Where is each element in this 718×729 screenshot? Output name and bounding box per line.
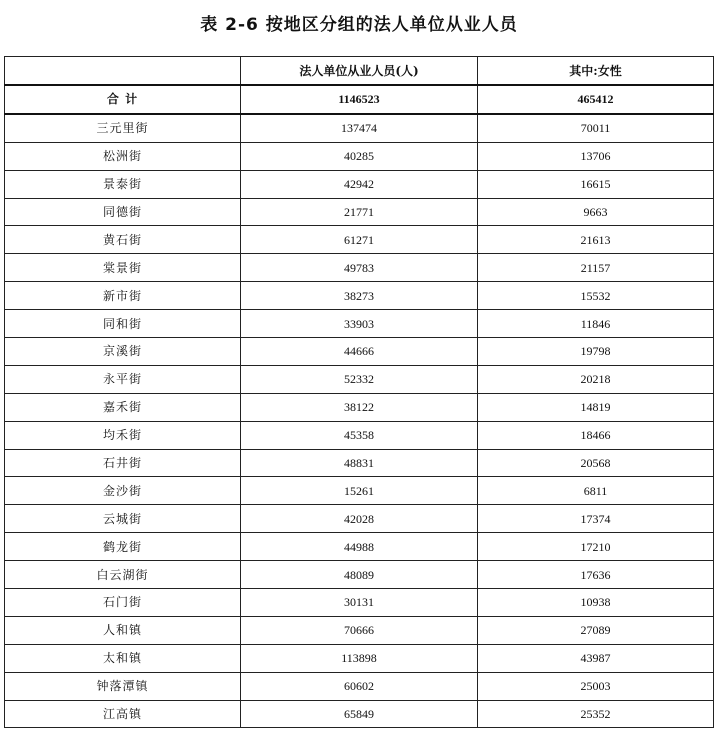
female-cell: 13706 [478,142,714,170]
female-cell: 25003 [478,672,714,700]
table-row [5,338,714,366]
table-row [5,700,714,728]
female-cell: 16615 [478,170,714,198]
female-cell: 21157 [478,254,714,282]
table-row [5,226,714,254]
district-name-cell: 均禾街 [5,421,241,449]
employees-cell: 65849 [241,700,478,728]
total-row [5,85,714,114]
employees-cell: 15261 [241,477,478,505]
employees-cell: 45358 [241,421,478,449]
total-label: 合 计 [5,85,241,114]
data-table-container [4,56,713,728]
district-name-cell: 新市街 [5,282,241,310]
female-cell: 70011 [478,114,714,142]
employees-cell: 60602 [241,672,478,700]
employees-cell: 38122 [241,393,478,421]
employees-cell: 38273 [241,282,478,310]
female-cell: 20218 [478,365,714,393]
district-name-cell: 太和镇 [5,644,241,672]
employees-cell: 48831 [241,449,478,477]
female-cell: 43987 [478,644,714,672]
female-cell: 20568 [478,449,714,477]
district-name-cell: 石门街 [5,589,241,617]
female-cell: 9663 [478,198,714,226]
employees-cell: 42028 [241,505,478,533]
employees-cell: 44666 [241,338,478,366]
district-name-cell: 同德街 [5,198,241,226]
table-row [5,254,714,282]
table-row [5,170,714,198]
employees-cell: 21771 [241,198,478,226]
female-cell: 10938 [478,589,714,617]
table-row [5,449,714,477]
district-name-cell: 石井街 [5,449,241,477]
table-header-row [5,57,714,86]
district-name-cell: 钟落潭镇 [5,672,241,700]
page-title: 表 2-6 按地区分组的法人单位从业人员 [200,15,518,35]
table-row [5,421,714,449]
employees-cell: 42942 [241,170,478,198]
table-row [5,393,714,421]
employees-cell: 30131 [241,589,478,617]
table-row [5,477,714,505]
district-name-cell: 永平街 [5,365,241,393]
table-row [5,114,714,142]
table-row [5,505,714,533]
table-row [5,589,714,617]
table-row [5,644,714,672]
district-name-cell: 三元里街 [5,114,241,142]
employees-cell: 33903 [241,310,478,338]
district-name-cell: 棠景街 [5,254,241,282]
female-cell: 27089 [478,616,714,644]
district-name-cell: 黄石街 [5,226,241,254]
district-name-cell: 鹤龙街 [5,533,241,561]
female-cell: 15532 [478,282,714,310]
employees-cell: 49783 [241,254,478,282]
district-name-cell: 同和街 [5,310,241,338]
female-cell: 21613 [478,226,714,254]
employees-cell: 61271 [241,226,478,254]
header-employees: 法人单位从业人员(人) [241,57,478,86]
district-name-cell: 金沙街 [5,477,241,505]
header-female: 其中:女性 [478,57,714,86]
district-name-cell: 景泰街 [5,170,241,198]
employees-cell: 113898 [241,644,478,672]
district-name-cell: 白云湖街 [5,561,241,589]
table-row [5,282,714,310]
female-cell: 18466 [478,421,714,449]
employees-cell: 44988 [241,533,478,561]
employees-cell: 70666 [241,616,478,644]
female-cell: 19798 [478,338,714,366]
employees-cell: 52332 [241,365,478,393]
table-row [5,533,714,561]
district-name-cell: 嘉禾街 [5,393,241,421]
female-cell: 6811 [478,477,714,505]
female-cell: 25352 [478,700,714,728]
female-cell: 17636 [478,561,714,589]
table-row [5,616,714,644]
table-row [5,142,714,170]
district-name-cell: 松洲街 [5,142,241,170]
district-name-cell: 江高镇 [5,700,241,728]
table-row [5,310,714,338]
employees-cell: 48089 [241,561,478,589]
total-female: 465412 [478,85,714,114]
table-row [5,198,714,226]
header-district [5,57,241,86]
table-row [5,672,714,700]
district-name-cell: 人和镇 [5,616,241,644]
employees-cell: 40285 [241,142,478,170]
female-cell: 14819 [478,393,714,421]
female-cell: 11846 [478,310,714,338]
female-cell: 17210 [478,533,714,561]
district-name-cell: 京溪街 [5,338,241,366]
table-row [5,365,714,393]
employees-by-district-table [4,56,714,728]
total-employees: 1146523 [241,85,478,114]
table-row [5,561,714,589]
female-cell: 17374 [478,505,714,533]
district-name-cell: 云城街 [5,505,241,533]
employees-cell: 137474 [241,114,478,142]
